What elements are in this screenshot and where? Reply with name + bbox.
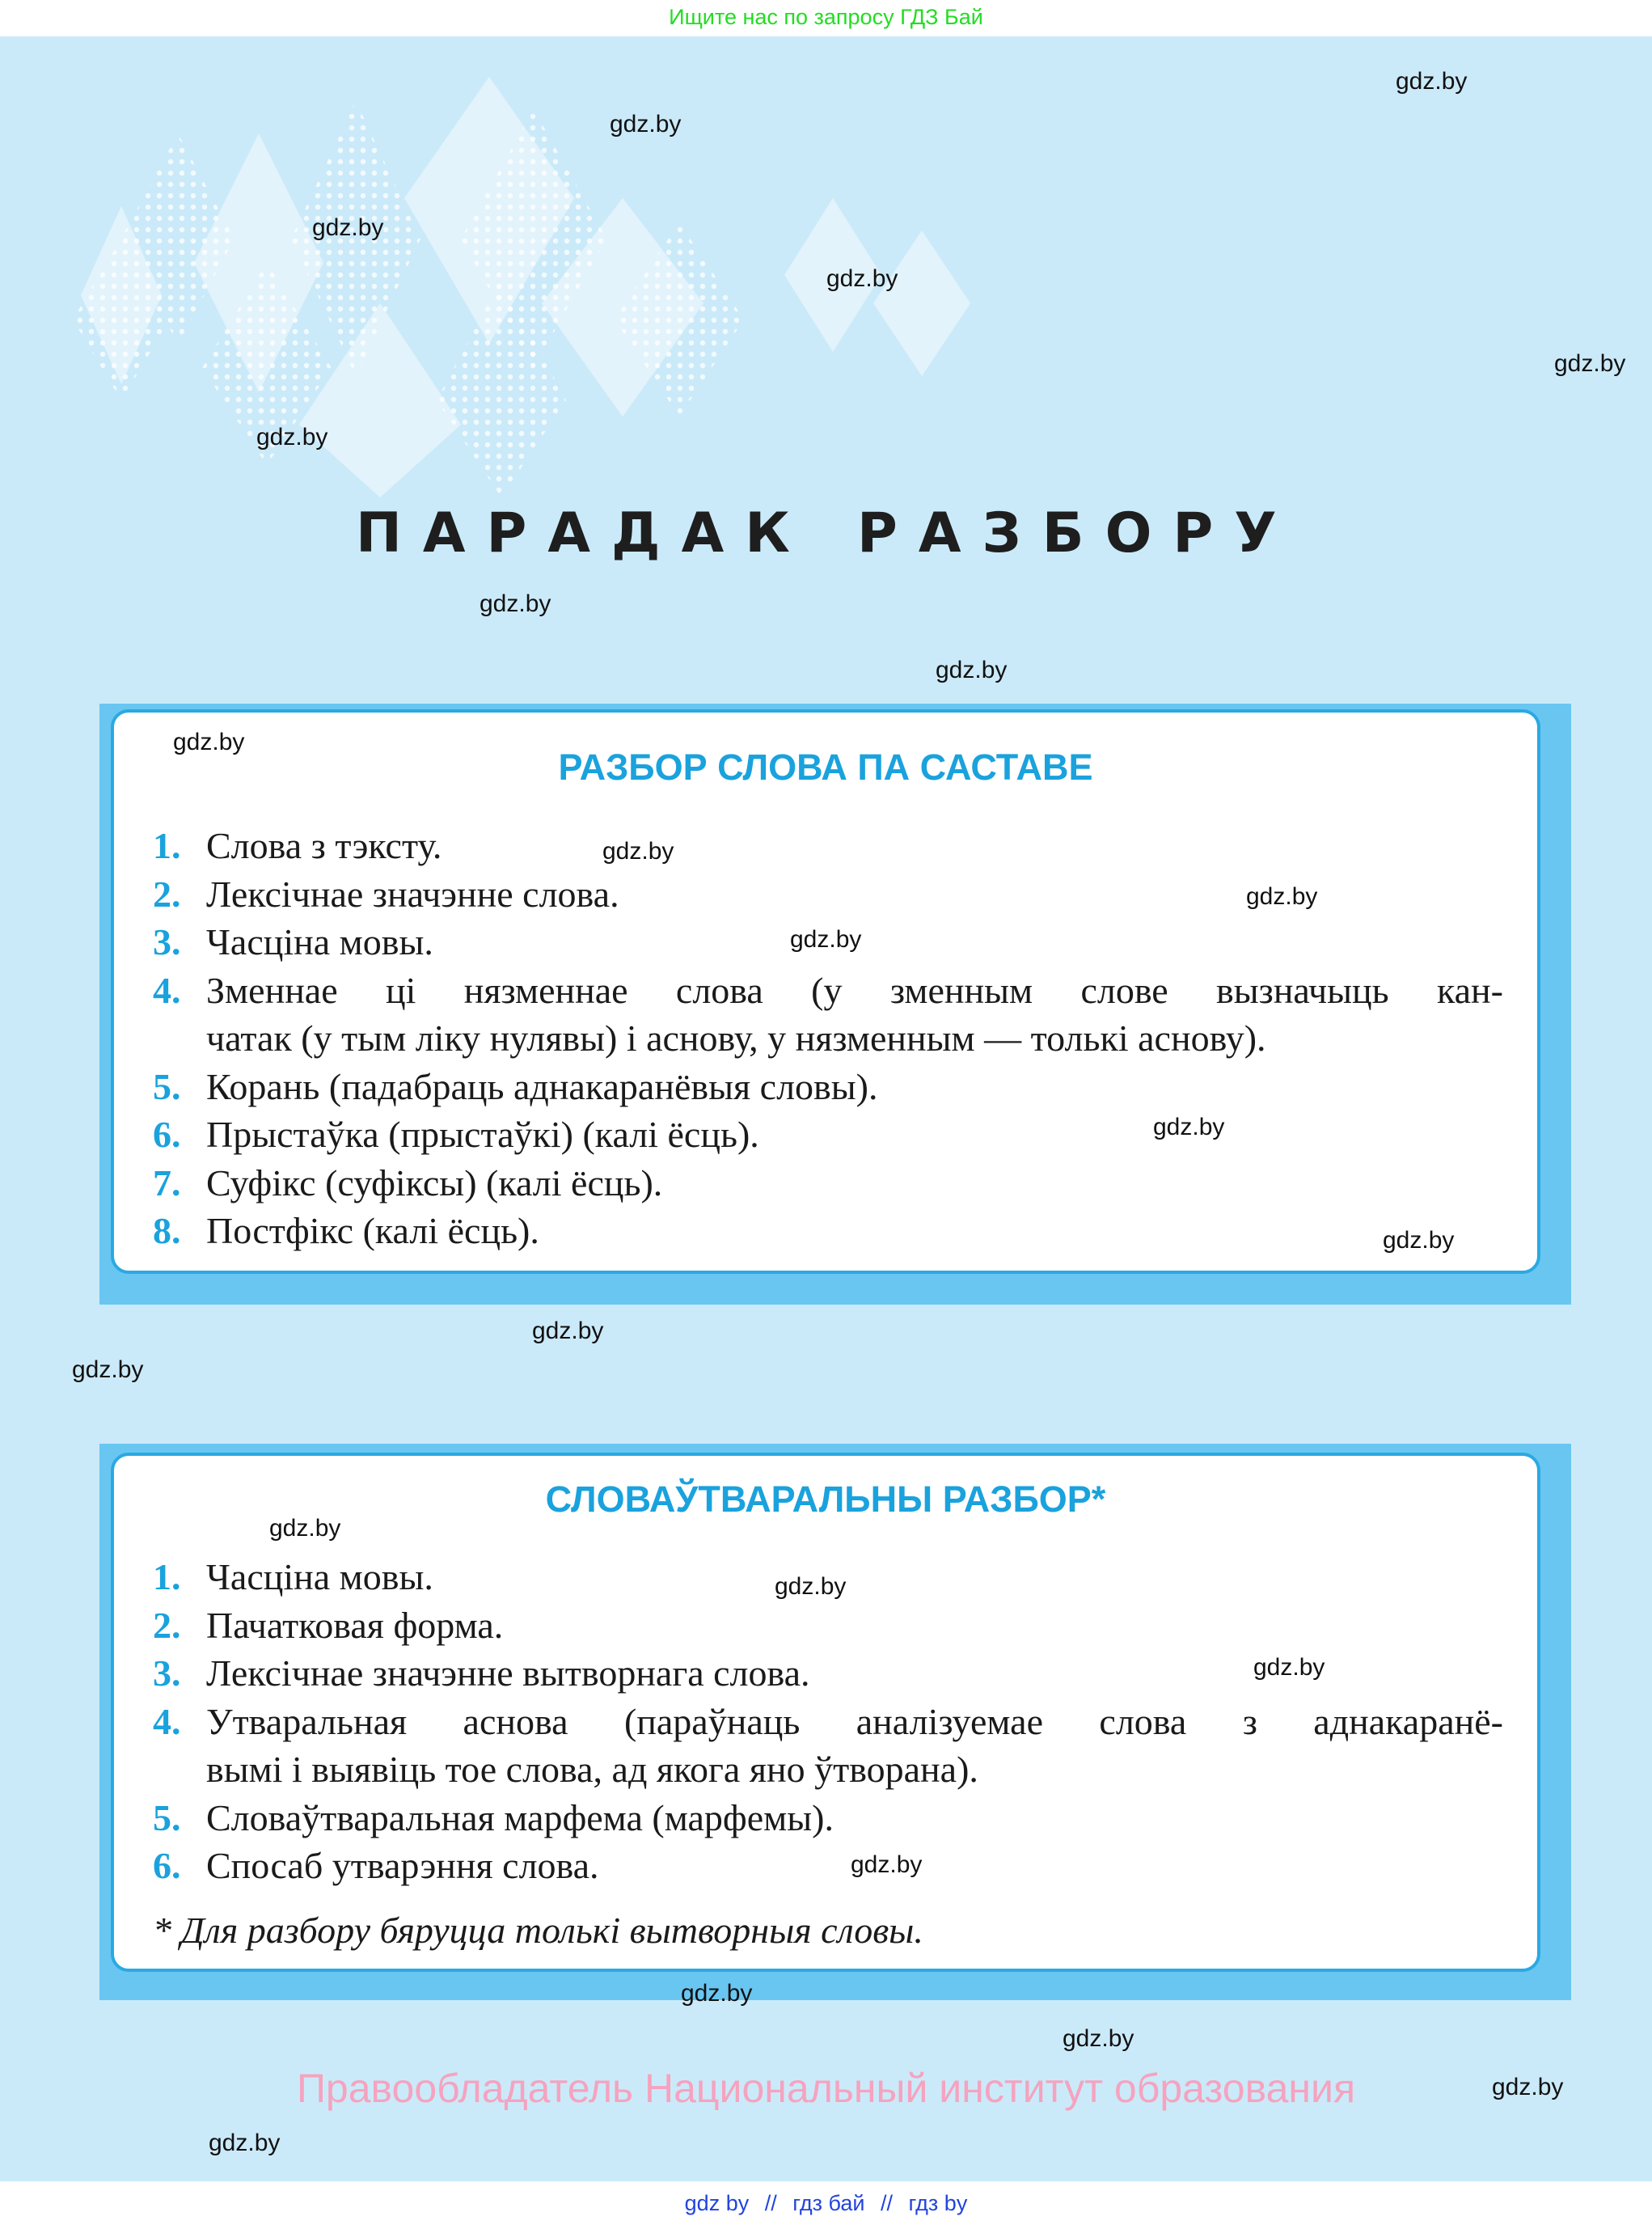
separator: // <box>764 2191 777 2215</box>
watermark-text: gdz.by <box>1153 1114 1225 1140</box>
item-text: Лексічнае значэнне вытворнага слова. <box>206 1652 810 1694</box>
list-item <box>153 1794 1503 1842</box>
list-item <box>153 1063 1503 1111</box>
section1-heading: РАЗБОР СЛОВА ПА САСТАВЕ <box>558 747 1093 788</box>
list-item <box>153 1698 1503 1746</box>
bottom-links <box>0 2181 1652 2224</box>
item-text: Прыстаўка (прыстаўкі) (калі ёсць). <box>206 1114 759 1155</box>
item-text: Часціна мовы. <box>206 1556 433 1597</box>
watermark-text: gdz.by <box>1383 1227 1455 1254</box>
top-banner: Ищите нас по запросу ГДЗ Бай <box>0 0 1652 36</box>
item-text: Корань (падабраць аднакаранёвыя словы). <box>206 1065 878 1107</box>
list-item <box>153 1159 1503 1208</box>
watermark-text: gdz.by <box>1246 883 1318 910</box>
item-number: 5. <box>153 1065 181 1107</box>
item-text: Часціна мовы. <box>206 921 433 962</box>
item-text-continuation: чатак (у тым ліку нулявы) і аснову, у нязменным — толькі аснову). <box>206 1017 1266 1059</box>
item-number: 6. <box>153 1845 181 1886</box>
watermark-text: gdz.by <box>681 1980 753 2007</box>
list-item <box>153 1207 1503 1255</box>
watermark-text: gdz.by <box>532 1318 604 1344</box>
item-number: 4. <box>153 1700 181 1742</box>
watermark-text: gdz.by <box>1063 2025 1134 2052</box>
item-text: Зменнае ці нязменнае слова (у зменным слове вызначыць кан- <box>206 969 1503 1011</box>
watermark-text: gdz.by <box>790 926 862 953</box>
list-item <box>153 1601 1503 1650</box>
link-gdz-by-2[interactable]: гдз by <box>908 2191 968 2215</box>
item-text: Постфікс (калі ёсць). <box>206 1210 539 1251</box>
item-text: Суфікс (суфіксы) (калі ёсць). <box>206 1161 663 1203</box>
item-text-continuation: вымі і выявіць тое слова, ад якога яно ўтворана). <box>206 1749 978 1790</box>
watermark-text: gdz.by <box>851 1851 923 1878</box>
item-number: 2. <box>153 873 181 915</box>
list-item <box>153 1842 1503 1890</box>
watermark-text: gdz.by <box>72 1356 144 1383</box>
watermark-text: gdz.by <box>256 424 328 450</box>
item-text: Слова з тэксту. <box>206 825 442 866</box>
watermark-text: gdz.by <box>173 729 245 755</box>
item-number: 6. <box>153 1114 181 1155</box>
page-title-word-2: РАЗБОРУ <box>857 501 1298 565</box>
list-item <box>153 1110 1503 1159</box>
list-item <box>153 967 1503 1015</box>
item-number: 7. <box>153 1161 181 1203</box>
item-text: Утваральная аснова (параўнаць аналізуемае слова з аднакаранё- <box>206 1700 1503 1742</box>
item-number: 8. <box>153 1210 181 1251</box>
watermark-text: gdz.by <box>1554 350 1626 377</box>
watermark-text: gdz.by <box>826 265 898 292</box>
watermark-text: gdz.by <box>775 1573 847 1600</box>
watermark-text: gdz.by <box>312 214 384 241</box>
watermark-text: gdz.by <box>209 2130 281 2156</box>
item-number: 3. <box>153 1652 181 1694</box>
section2-heading: СЛОВАЎТВАРАЛЬНЫ РАЗБОР* <box>545 1478 1106 1520</box>
item-text: Словаўтваральная марфема (марфемы). <box>206 1796 834 1838</box>
watermark-text: gdz.by <box>602 838 674 865</box>
watermark-text: gdz.by <box>480 590 551 617</box>
separator: // <box>881 2191 894 2215</box>
footnote: * Для разбору бяруцца толькі вытворныя словы. <box>153 1910 923 1951</box>
watermark-text: gdz.by <box>269 1515 341 1542</box>
watermark-text: gdz.by <box>936 657 1008 683</box>
item-text: Лексічнае значэнне слова. <box>206 873 619 915</box>
item-number: 3. <box>153 921 181 962</box>
link-gdz-by[interactable]: gdz by <box>684 2191 750 2215</box>
watermark-text: gdz.by <box>1396 68 1468 95</box>
page-title-word-1: ПАРАДАК <box>356 501 811 565</box>
item-number: 1. <box>153 825 181 866</box>
watermark-text: gdz.by <box>1253 1654 1325 1681</box>
link-gdz-bai[interactable]: гдз бай <box>792 2191 865 2215</box>
section1-card <box>111 709 1540 1274</box>
section2-list <box>153 1553 1503 1890</box>
watermark-text: gdz.by <box>1492 2074 1564 2100</box>
item-text: Пачатковая форма. <box>206 1604 504 1646</box>
list-item <box>153 822 1503 870</box>
item-number: 1. <box>153 1556 181 1597</box>
watermark-text: gdz.by <box>610 111 682 137</box>
item-number: 5. <box>153 1796 181 1838</box>
copyright-notice: Правообладатель Национальный институт образования <box>296 2066 1356 2111</box>
item-text: Спосаб утварэння слова. <box>206 1845 599 1886</box>
item-number: 2. <box>153 1604 181 1646</box>
item-number: 4. <box>153 969 181 1011</box>
